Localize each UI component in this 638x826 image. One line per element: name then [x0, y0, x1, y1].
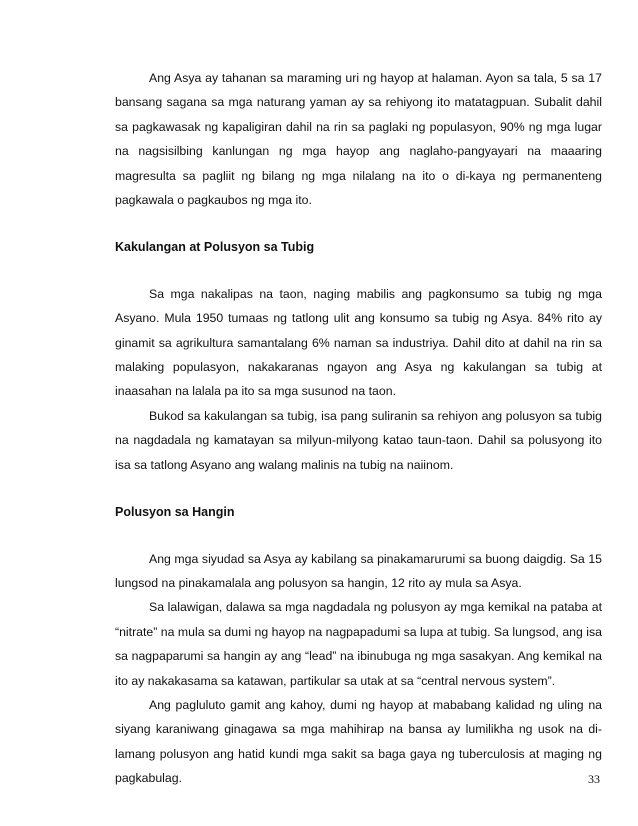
spacer: [115, 477, 602, 500]
page-number: 33: [588, 772, 600, 786]
spacer: [115, 212, 602, 235]
spacer: [115, 260, 602, 282]
spacer: [115, 525, 602, 547]
paragraph-water-1: Sa mga nakalipas na taon, naging mabilis ang pagkonsumo sa tubig ng mga Asyano. Mula 1950 tumaas ng tatlong ulit ang konsumo sa tubig ng Asya. 84% rito ay ginamit sa agrikultura samantalang 6% naman sa industriya. Dahil dito at dahil na rin sa malaking populasyon, nakakaranas ngayon ang Asya ng kakulangan sa tubig at inaasahan na lalala pa ito sa mga susunod na taon.: [115, 286, 602, 399]
section-heading-air: Polusyon sa Hangin: [115, 505, 235, 520]
document-page: [115, 66, 602, 791]
paragraph-air-3: Ang pagluluto gamit ang kahoy, dumi ng hayop at mababang kalidad ng uling na siyang karaniwang ginagawa sa mga mahihirap na bansa ay lumilikha ng usok na di-lamang polusyon ang hatid kundi mga sakit sa baga gaya ng tuberculosis at maging ng pagkabulag.: [115, 697, 602, 786]
section-heading-water: Kakulangan at Polusyon sa Tubig: [115, 240, 315, 255]
paragraph-water-2: Bukod sa kakulangan sa tubig, isa pang suliranin sa rehiyon ang polusyon sa tubig na nagdadala ng kamatayan sa milyun-milyong katao taun-taon. Dahil sa polusyong ito isa sa tatlong Asyano ang walang malinis na tubig na naiinom.: [115, 408, 602, 472]
paragraph-intro: Ang Asya ay tahanan sa maraming uri ng hayop at halaman. Ayon sa tala, 5 sa 17 bansang sagana sa mga naturang yaman ay sa rehiyong ito matatagpuan. Subalit dahil sa pagkawasak ng kapaligiran dahil na rin sa paglaki ng populasyon, 90% ng mga lugar na nagsisilbing kanlungan ng mga hayop ang naglaho-pangyayari na maaaring magresulta sa pagliit ng bilang ng mga nilalang na ito o di-kaya ng permanenteng pagkawala o pagkaubos ng mga ito.: [115, 71, 602, 208]
paragraph-air-2: Sa lalawigan, dalawa sa mga nagdadala ng polusyon ay mga kemikal na pataba at “nitrate” na mula sa dumi ng hayop na nagpapadumi sa lupa at tubig. Sa lungsod, ang isa sa nagpaparumi sa hangin ay ang “lead” na ibinubuga ng mga sasakyan. Ang kemikal na ito ay nakakasama sa katawan, partikular sa utak at sa “central nervous system”.: [115, 600, 602, 688]
paragraph-air-1: Ang mga siyudad sa Asya ay kabilang sa pinakamarurumi sa buong daigdig. Sa 15 lungsod na pinakamalala ang polusyon sa hangin, 12 rito ay mula sa Asya.: [115, 551, 602, 590]
